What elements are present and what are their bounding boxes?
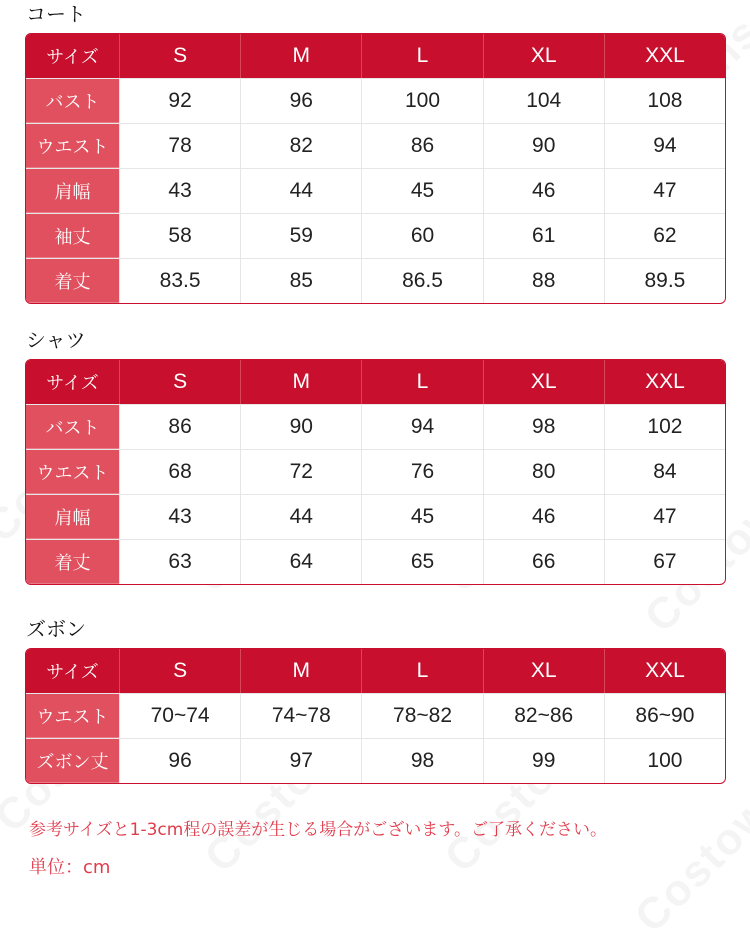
table-row [26,693,725,738]
table-cell: 60 [361,214,482,258]
table-cell: 86 [361,124,482,168]
table-cell: 86 [119,405,240,449]
header-cell: M [240,34,361,78]
header-cell: M [240,360,361,404]
table-cell: 102 [604,405,725,449]
table-cell: 44 [240,169,361,213]
row-label: 着丈 [26,259,119,303]
row-label: 肩幅 [26,169,119,213]
table-cell: 97 [240,739,361,783]
table-cell: 88 [483,259,604,303]
table-header-row [26,34,725,78]
header-cell: S [119,649,240,693]
table-cell: 47 [604,169,725,213]
header-cell: S [119,360,240,404]
row-label: ウエスト [26,124,119,168]
table-cell: 90 [240,405,361,449]
section-title-pants: ズボン [26,617,86,641]
table-cell: 98 [483,405,604,449]
row-label: 着丈 [26,540,119,584]
table-cell: 82 [240,124,361,168]
table-cell: 46 [483,169,604,213]
table-cell: 82~86 [483,694,604,738]
header-cell: XXL [604,649,725,693]
table-cell: 85 [240,259,361,303]
table-cell: 90 [483,124,604,168]
table-row [26,213,725,258]
table-cell: 64 [240,540,361,584]
table-cell: 68 [119,450,240,494]
header-cell: サイズ [26,649,119,693]
table-cell: 70~74 [119,694,240,738]
table-cell: 78 [119,124,240,168]
table-row [26,738,725,783]
table-row [26,449,725,494]
table-cell: 45 [361,495,482,539]
header-cell: L [361,360,482,404]
table-cell: 86~90 [604,694,725,738]
table-cell: 58 [119,214,240,258]
size-table-coat [25,33,726,304]
table-cell: 47 [604,495,725,539]
header-cell: サイズ [26,34,119,78]
header-cell: L [361,34,482,78]
table-cell: 89.5 [604,259,725,303]
table-cell: 99 [483,739,604,783]
row-label: ズボン丈 [26,739,119,783]
header-cell: XXL [604,34,725,78]
row-label: バスト [26,79,119,123]
table-row [26,539,725,584]
table-cell: 43 [119,169,240,213]
table-cell: 86.5 [361,259,482,303]
table-cell: 44 [240,495,361,539]
table-row [26,404,725,449]
table-cell: 108 [604,79,725,123]
table-cell: 45 [361,169,482,213]
size-table-shirt [25,359,726,585]
table-row [26,168,725,213]
table-cell: 67 [604,540,725,584]
table-cell: 63 [119,540,240,584]
header-cell: M [240,649,361,693]
table-cell: 94 [361,405,482,449]
header-cell: サイズ [26,360,119,404]
table-cell: 100 [604,739,725,783]
section-title-coat: コート [26,2,86,26]
header-cell: XL [483,34,604,78]
unit-note: 単位：cm [29,857,111,878]
size-table-pants [25,648,726,784]
table-cell: 62 [604,214,725,258]
table-header-row [26,649,725,693]
table-cell: 92 [119,79,240,123]
table-cell: 84 [604,450,725,494]
header-cell: S [119,34,240,78]
section-title-shirt: シャツ [26,328,86,352]
row-label: ウエスト [26,694,119,738]
table-cell: 96 [119,739,240,783]
table-cell: 98 [361,739,482,783]
table-row [26,258,725,303]
table-cell: 76 [361,450,482,494]
table-header-row [26,360,725,404]
table-cell: 46 [483,495,604,539]
table-row [26,494,725,539]
header-cell: XXL [604,360,725,404]
table-cell: 78~82 [361,694,482,738]
row-label: 袖丈 [26,214,119,258]
table-cell: 66 [483,540,604,584]
size-tolerance-note: 参考サイズと1-3cm程の誤差が生じる場合がございます。ご了承ください。 [29,820,607,840]
table-cell: 100 [361,79,482,123]
table-cell: 83.5 [119,259,240,303]
table-cell: 94 [604,124,725,168]
table-row [26,78,725,123]
table-cell: 104 [483,79,604,123]
table-cell: 96 [240,79,361,123]
table-cell: 72 [240,450,361,494]
table-cell: 61 [483,214,604,258]
table-cell: 59 [240,214,361,258]
row-label: 肩幅 [26,495,119,539]
row-label: ウエスト [26,450,119,494]
table-cell: 74~78 [240,694,361,738]
row-label: バスト [26,405,119,449]
table-cell: 65 [361,540,482,584]
header-cell: L [361,649,482,693]
header-cell: XL [483,360,604,404]
table-cell: 43 [119,495,240,539]
table-row [26,123,725,168]
header-cell: XL [483,649,604,693]
table-cell: 80 [483,450,604,494]
